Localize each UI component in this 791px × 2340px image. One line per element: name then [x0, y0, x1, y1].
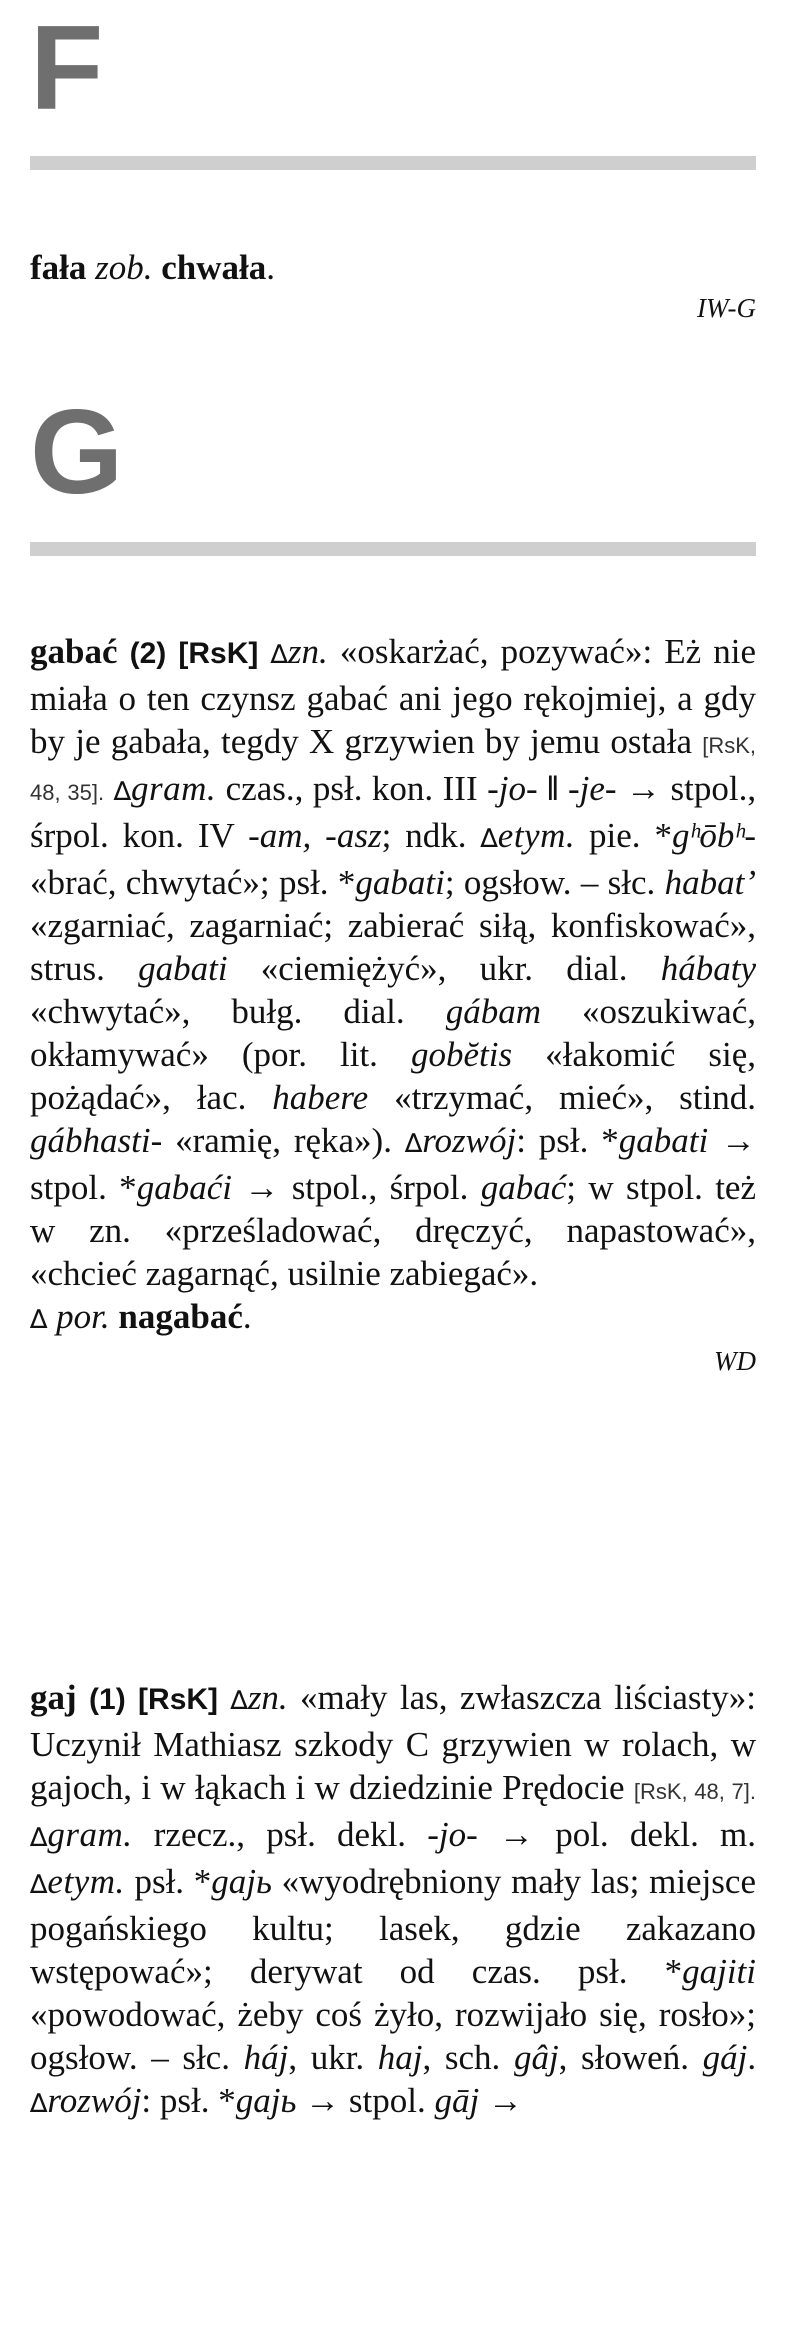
delta-icon: ∆ — [30, 2089, 48, 2119]
section-rule-f — [30, 156, 756, 170]
delta-icon: ∆ — [404, 1129, 423, 1159]
entry-gaj-text: gaj (1) [RsK] ∆zn. «mały las, zwłaszcza liściasty»: Uczynił Mathiasz szkody C grzywien w rolach, w gajoch, i w łąkach i w dziedzinie Prędocie [RsK, 48, 7]. ∆gram. rzecz., psł. dekl. -jo- → pol. dekl. m. ∆etym. psł. *gajь «wyodrębniony mały las; miejsce pogańskiego kultu; lasek, gdzie zakazano wstępować»; derywat od czas. psł. *gajiti «powodować, żeby coś żyło, rozwijało się, rosło»; ogsłow. – słc. háj, ukr. haj, sch. gâj, słoweń. gáj. ∆rozwój: psł. *gajь → stpol. gāj → — [30, 1678, 757, 2120]
entry-fala-text: fała zob. chwała. — [30, 248, 276, 287]
entry-gaj — [30, 1676, 756, 2126]
label-gram: gram. — [131, 769, 217, 808]
quotation: Uczynił Mathiasz szkody C grzywien w rolach, w gajoch, i w łąkach i w dziedzinie Prędocie — [30, 1725, 756, 1807]
label-zn: zn. — [247, 1678, 288, 1717]
label-rozwoj: rozwój — [47, 2081, 142, 2120]
label-rozwoj: rozwój — [422, 1121, 517, 1160]
source-siglum: [RsK] — [178, 637, 259, 670]
headword: gabać — [30, 632, 118, 671]
label-zob: zob. — [95, 248, 153, 287]
usage-count: (1) — [89, 1683, 126, 1716]
entry-gabac — [30, 630, 756, 1380]
label-etym: etym. — [47, 1862, 125, 1901]
cross-reference: nagabać — [118, 1297, 243, 1336]
label-etym: etym. — [497, 816, 576, 855]
author-signature: IW-G — [697, 293, 756, 323]
cross-reference: chwała — [161, 248, 267, 287]
label-por: por. — [56, 1297, 110, 1336]
sense: «mały las, zwłaszcza liściasty»: — [300, 1678, 756, 1717]
author-signature: WD — [714, 1346, 756, 1376]
section-letter-g: G — [30, 385, 124, 519]
delta-icon: ∆ — [30, 1305, 48, 1335]
quotation-reference: [RsK, 48, 7]. — [633, 1779, 756, 1804]
quotation-reference: [RsK, 48, 35]. — [30, 733, 757, 805]
label-zn: zn. — [287, 632, 328, 671]
delta-icon: ∆ — [480, 824, 498, 854]
entry-fala — [30, 246, 756, 327]
sense: «oskarżać, pozywać»: — [339, 632, 653, 671]
headword: fała — [30, 248, 87, 287]
quotation: Eż nie miała o ten czynsz gabać ani jego rękojmiej, a gdy by je gabała, tegdy X grzywien by jemu ostała — [30, 632, 757, 761]
entry-gabac-por: ∆ por. nagabać. — [30, 1297, 252, 1336]
delta-icon: ∆ — [270, 640, 288, 670]
delta-icon: ∆ — [113, 777, 132, 807]
label-gram: gram. — [47, 1815, 133, 1854]
source-siglum: [RsK] — [138, 1683, 219, 1716]
section-rule-g — [30, 542, 756, 556]
delta-icon: ∆ — [230, 1686, 248, 1716]
section-letter-f: F — [30, 1, 104, 135]
entry-gabac-text: gabać (2) [RsK] ∆zn. «oskarżać, pozywać»: Eż nie miała o ten czynsz gabać ani jego rękojmiej, a gdy by je gabała, tegdy X grzywien by jemu ostała [RsK, 48, 35]. ∆gram. czas., psł. kon. III -jo- ‖ -je- → stpol., śrpol. kon. IV -am, -asz; ndk. ∆etym. pie. *gʰōbʰ- «brać, chwytać»; psł. *gabati; ogsłow. – słc. habat’ «zgarniać, zagarniać; zabierać siłą, konfiskować», strus. gabati «ciemiężyć», ukr. dial. hábaty «chwytać», bułg. dial. gábam «oszukiwać, okłamywać» (por. lit. gobĕtis «łakomić się, pożądać», łac. habere «trzymać, mieć», stind. gábhasti- «ramię, ręka»). ∆rozwój: psł. *gabati → stpol. *gabaći → stpol., śrpol. gabać; w stpol. też w zn. «prześladować, dręczyć, napastować», «chcieć zagarnąć, usilnie zabiegać». — [30, 632, 757, 1293]
delta-icon: ∆ — [30, 1870, 48, 1900]
usage-count: (2) — [129, 637, 167, 670]
delta-icon: ∆ — [30, 1823, 48, 1853]
headword: gaj — [30, 1678, 77, 1717]
